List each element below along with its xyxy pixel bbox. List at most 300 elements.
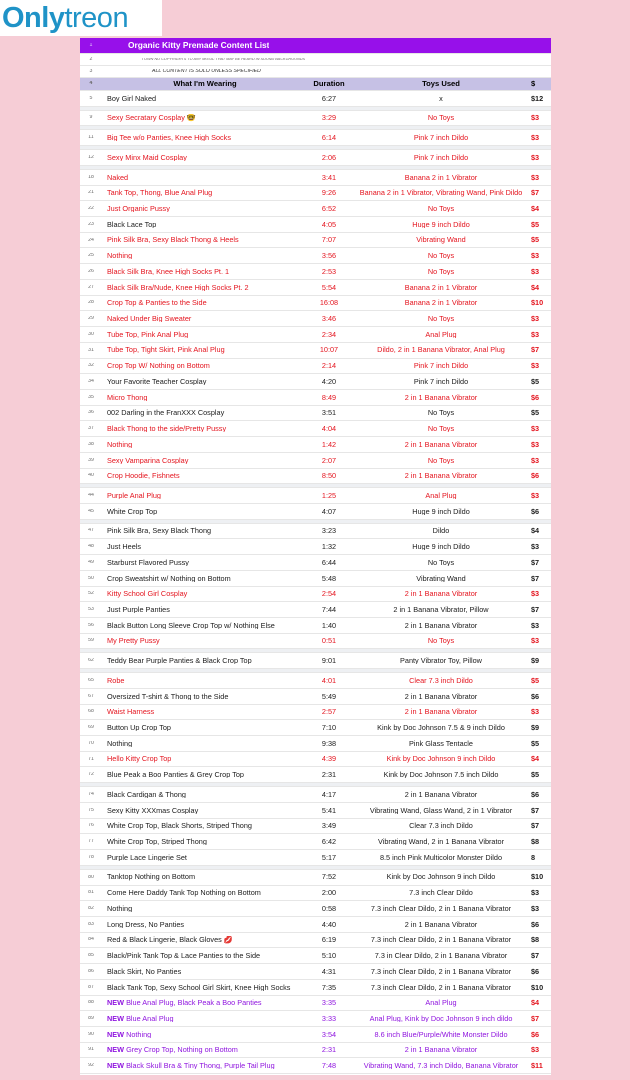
row-number: 87 <box>88 984 94 990</box>
price-cell: $6 <box>531 790 540 799</box>
price-cell: $4 <box>531 283 540 291</box>
row-number: 52 <box>88 591 94 597</box>
wearing-cell: My Pretty Pussy <box>107 637 160 645</box>
row-number: 31 <box>88 347 94 353</box>
price-cell: $3 <box>531 621 540 629</box>
wearing-cell: Just Heels <box>107 543 142 551</box>
price-cell: $3 <box>531 708 540 716</box>
row-number: 12 <box>88 154 94 160</box>
table-row <box>80 524 551 540</box>
duration-cell: 0:51 <box>321 637 337 645</box>
wearing-cell: Red & Black Lingerie, Black Gloves 💋 <box>107 936 233 944</box>
duration-cell: 2:14 <box>321 362 337 370</box>
row-number: 53 <box>88 607 94 613</box>
wearing-cell: Sexy Minx Maid Cosplay <box>107 153 187 162</box>
toys-cell: 2 in 1 Banana Vibrator <box>404 920 478 928</box>
toys-cell: Vibrating Wand <box>416 236 466 244</box>
header-price: $ <box>531 80 536 88</box>
toys-cell: 2 in 1 Banana Vibrator <box>404 692 478 700</box>
wearing-cell: Tube Top, Tight Skirt, Pink Anal Plug <box>107 346 225 354</box>
toys-cell: 7.3 inch Clear Dildo, 2 in 1 Banana Vibrator <box>370 983 512 991</box>
row-number: 40 <box>88 473 94 479</box>
table-row <box>80 752 551 768</box>
duration-cell: 9:01 <box>321 657 337 665</box>
solo-note-row <box>80 66 551 78</box>
table-row <box>80 488 551 504</box>
wearing-text: Grey Crop Top, Nothing on Bottom <box>126 1046 238 1054</box>
wearing-cell: Teddy Bear Purple Panties & Black Crop Top <box>107 657 252 665</box>
toys-cell: Pink 7 inch Dildo <box>413 377 469 386</box>
price-cell: $3 <box>531 425 540 433</box>
row-number: 11 <box>88 135 94 141</box>
toys-cell: 7.3 inch Clear Dildo, 2 in 1 Banana Vibrator <box>370 936 512 944</box>
row-number: 80 <box>88 874 94 880</box>
row-number: 2 <box>89 56 93 62</box>
row-number: 91 <box>88 1047 94 1053</box>
duration-cell: 5:41 <box>321 806 337 814</box>
row-number: 29 <box>88 316 94 322</box>
table-row <box>80 618 551 634</box>
price-cell: $5 <box>531 739 540 748</box>
header-duration: Duration <box>313 80 345 88</box>
table-row <box>80 1058 551 1074</box>
wearing-cell: Oversized T-shirt & Thong to the Side <box>107 692 229 700</box>
wearing-cell: Just Purple Panties <box>107 605 170 614</box>
header-toys: Toys Used <box>422 80 460 88</box>
toys-cell: 2 in 1 Banana Vibrator, Pillow <box>393 605 489 614</box>
table-row <box>80 634 551 650</box>
toys-cell: Dildo, 2 in 1 Banana Vibrator, Anal Plug <box>377 346 505 354</box>
toys-cell: Anal Plug <box>425 491 457 500</box>
toys-cell: 8.6 inch Blue/Purple/White Monster Dildo <box>374 1030 508 1038</box>
price-cell: $3 <box>531 543 540 551</box>
table-row <box>80 437 551 453</box>
toys-cell: Panty Vibrator Toy, Pillow <box>400 657 482 665</box>
table-row <box>80 150 551 166</box>
table-row <box>80 705 551 721</box>
wearing-cell: Crop Sweatshirt w/ Nothing on Bottom <box>107 574 231 582</box>
duration-cell: 6:52 <box>321 205 337 213</box>
price-cell: $5 <box>531 220 540 229</box>
price-cell: $6 <box>531 393 540 401</box>
wearing-cell: Purple Lace Lingerie Set <box>107 853 187 862</box>
duration-cell: 3:54 <box>321 1030 337 1038</box>
price-cell: $6 <box>531 507 540 515</box>
table-row <box>80 673 551 689</box>
price-cell: $7 <box>531 346 540 354</box>
price-cell: $3 <box>531 134 540 142</box>
table-row <box>80 374 551 390</box>
table-row <box>80 111 551 127</box>
row-number: 49 <box>88 559 94 565</box>
toys-cell: 7.3 inch Clear Dildo, 2 in 1 Banana Vibrator <box>370 967 512 976</box>
toys-cell: Clear 7.3 inch Dildo <box>409 676 473 685</box>
table-row <box>80 311 551 327</box>
price-cell: $5 <box>531 236 540 244</box>
toys-cell: No Toys <box>427 205 455 213</box>
duration-cell: 4:01 <box>321 676 337 685</box>
price-cell: $5 <box>531 377 540 386</box>
new-badge: NEW <box>107 999 125 1007</box>
wearing-cell: Black Silk Bra/Nude, Knee High Socks Pt. 2 <box>107 283 249 291</box>
price-cell: $3 <box>531 252 540 260</box>
duration-cell: 7:52 <box>321 873 337 881</box>
table-row <box>80 233 551 249</box>
wearing-cell: Purple Anal Plug <box>107 491 161 500</box>
table-row <box>80 602 551 618</box>
wearing-text: Black Skull Bra & Tiny Thong, Purple Tail Plug <box>126 1062 275 1070</box>
row-number: 74 <box>88 791 94 797</box>
wearing-cell: Crop Top & Panties to the Side <box>107 299 207 307</box>
table-row <box>80 343 551 359</box>
wearing-cell: Naked <box>107 173 129 181</box>
row-number: 30 <box>88 331 94 337</box>
toys-cell: Anal Plug <box>425 999 457 1007</box>
toys-cell: Kink by Doc Johnson 9 inch Dildo <box>386 755 496 763</box>
toys-cell: 7.3 in Clear Dildo, 2 in 1 Banana Vibrator <box>374 952 508 960</box>
toys-cell: No Toys <box>427 425 455 433</box>
table-row <box>80 1027 551 1043</box>
table-row <box>80 819 551 835</box>
duration-cell: 6:42 <box>321 838 337 846</box>
watermark-part-2: treon <box>64 2 129 34</box>
price-cell: $6 <box>531 1030 540 1038</box>
column-header-row <box>80 78 551 91</box>
wearing-cell: Boy Girl Naked <box>107 94 157 102</box>
duration-cell: 7:44 <box>321 605 337 614</box>
table-row <box>80 948 551 964</box>
price-cell: $9 <box>531 657 540 665</box>
table-row <box>80 886 551 902</box>
table-row <box>80 280 551 296</box>
row-number: 72 <box>88 772 94 778</box>
toys-cell: Dildo <box>432 527 450 535</box>
table-row <box>80 964 551 980</box>
table-row <box>80 689 551 705</box>
toys-cell: Vibrating Wand, 2 in 1 Banana Vibrator <box>377 838 505 846</box>
duration-cell: 5:54 <box>321 283 337 291</box>
row-number: 78 <box>88 854 94 860</box>
price-cell: $6 <box>531 920 540 928</box>
price-cell: $3 <box>531 1046 540 1054</box>
table-row <box>80 469 551 485</box>
price-cell: $6 <box>531 967 540 976</box>
sheet-title: Organic Kitty Premade Content List <box>128 41 270 50</box>
row-number: 21 <box>88 190 94 196</box>
duration-cell: 3:56 <box>321 252 337 260</box>
sheet-title-row <box>80 38 551 54</box>
price-cell: $6 <box>531 692 540 700</box>
table-row <box>80 421 551 437</box>
price-cell: $3 <box>531 315 540 323</box>
duration-cell: 10:07 <box>319 346 339 354</box>
duration-cell: 3:41 <box>321 173 337 181</box>
toys-cell: No Toys <box>427 315 455 323</box>
row-number: 27 <box>88 284 94 290</box>
table-row <box>80 248 551 264</box>
price-cell: $7 <box>531 952 540 960</box>
new-badge: NEW <box>107 1030 125 1038</box>
copyright-note: I OWN NO COPYRIGHTS TO ANY MUSIC THAT MAY BE HEARD IN SOUND BACKGROUNDS <box>142 57 306 61</box>
row-number: 84 <box>88 937 94 943</box>
duration-cell: 2:54 <box>321 590 337 598</box>
row-number: 4 <box>89 81 93 87</box>
wearing-cell: Black Button Long Sleeve Crop Top w/ Nothing Else <box>107 621 275 629</box>
wearing-cell <box>102 1046 303 1053</box>
duration-cell: 3:35 <box>321 999 337 1007</box>
toys-cell: 2 in 1 Banana Vibrator <box>404 472 478 480</box>
wearing-cell: Nothing <box>107 252 133 260</box>
table-row <box>80 736 551 752</box>
toys-cell: Huge 9 inch Dildo <box>412 220 470 229</box>
row-number: 23 <box>88 221 94 227</box>
toys-cell: Pink Glass Tentacle <box>409 739 473 748</box>
table-row <box>80 264 551 280</box>
row-number: 18 <box>88 174 94 180</box>
price-cell: $7 <box>531 558 540 567</box>
toys-cell: No Toys <box>427 409 455 417</box>
price-cell: $4 <box>531 205 540 213</box>
wearing-cell: Sexy Secratary Cosplay 🤓 <box>107 114 196 122</box>
price-cell: $9 <box>531 724 540 732</box>
header-wearing: What I'm Wearing <box>173 80 237 88</box>
wearing-cell: White Crop Top, Striped Thong <box>107 838 207 846</box>
toys-cell: Banana 2 in 1 Vibrator <box>404 283 478 291</box>
table-row <box>80 571 551 587</box>
row-number: 35 <box>88 394 94 400</box>
table-row <box>80 870 551 886</box>
wearing-cell: Black Cardigan & Thong <box>107 790 186 799</box>
duration-cell: 3:23 <box>321 527 337 535</box>
price-cell: $4 <box>531 755 540 763</box>
duration-cell: 3:49 <box>321 822 337 830</box>
wearing-cell: Big Tee w/o Panties, Knee High Socks <box>107 134 231 142</box>
row-number: 48 <box>88 544 94 550</box>
toys-cell: 7.3 inch Clear Dildo, 2 in 1 Banana Vibrator <box>370 904 512 913</box>
duration-cell: 3:33 <box>321 1014 337 1023</box>
wearing-cell <box>102 1062 303 1069</box>
duration-cell: 4:39 <box>321 755 337 763</box>
new-badge: NEW <box>107 1014 125 1023</box>
row-number: 3 <box>89 68 93 74</box>
table-row <box>80 933 551 949</box>
price-cell: $5 <box>531 771 540 779</box>
table-row <box>80 996 551 1012</box>
row-number: 5 <box>89 95 93 101</box>
row-number: 59 <box>88 638 94 644</box>
row-number: 1 <box>89 42 93 48</box>
table-row <box>80 720 551 736</box>
wearing-cell: Black/Pink Tank Top & Lace Panties to the Side <box>107 952 261 960</box>
wearing-cell: White Crop Top <box>107 507 158 515</box>
toys-cell: Huge 9 inch Dildo <box>412 543 470 551</box>
price-cell: $12 <box>531 94 544 102</box>
row-number: 9 <box>89 115 93 121</box>
row-number: 47 <box>88 528 94 534</box>
watermark-logo <box>0 0 162 36</box>
row-number: 85 <box>88 953 94 959</box>
row-number: 89 <box>88 1016 94 1021</box>
price-cell: $3 <box>531 590 540 598</box>
wearing-cell: White Crop Top, Black Shorts, Striped Thong <box>107 822 252 830</box>
duration-cell: 5:49 <box>321 692 337 700</box>
duration-cell: 4:31 <box>321 967 337 976</box>
wearing-cell: Black Lace Top <box>107 220 157 229</box>
table-body <box>80 91 551 1074</box>
price-cell: $3 <box>531 491 540 500</box>
wearing-cell: Pink Silk Bra, Sexy Black Thong <box>107 527 212 535</box>
wearing-cell: Your Favorite Teacher Cosplay <box>107 377 207 386</box>
row-number: 22 <box>88 206 94 212</box>
toys-cell: Banana 2 in 1 Vibrator <box>404 299 478 307</box>
wearing-cell: Black Tank Top, Sexy School Girl Skirt, Knee High Socks <box>107 983 291 991</box>
table-row <box>80 850 551 866</box>
duration-cell: 7:35 <box>321 983 337 991</box>
table-row <box>80 186 551 202</box>
row-number: 32 <box>88 363 94 369</box>
price-cell: $7 <box>531 806 540 814</box>
toys-cell: No Toys <box>427 114 455 122</box>
toys-cell: Kink by Doc Johnson 7.5 & 9 inch Dildo <box>377 724 505 732</box>
toys-cell: 2 in 1 Banana Vibrator <box>404 708 478 716</box>
wearing-cell <box>102 1031 303 1038</box>
wearing-cell: Black Silk Bra, Knee High Socks Pt. 1 <box>107 267 230 276</box>
toys-cell: 2 in 1 Banana Vibrator <box>404 590 478 598</box>
toys-cell: Huge 9 inch Dildo <box>412 507 470 515</box>
wearing-cell: Sexy Vamparina Cosplay <box>107 456 189 464</box>
table-row <box>80 767 551 783</box>
price-cell: $3 <box>531 904 540 913</box>
table-row <box>80 170 551 186</box>
toys-cell: 2 in 1 Banana Vibrator <box>404 1046 478 1054</box>
row-number: 38 <box>88 441 94 447</box>
toys-cell: 8.5 inch Pink Multicolor Monster Dildo <box>379 853 503 862</box>
duration-cell: 2:07 <box>321 456 337 464</box>
table-row <box>80 327 551 343</box>
row-number: 56 <box>88 622 94 628</box>
row-number: 37 <box>88 426 94 432</box>
toys-cell: 2 in 1 Banana Vibrator <box>404 790 478 799</box>
duration-cell: 3:46 <box>321 315 337 323</box>
row-number: 81 <box>88 890 94 896</box>
wearing-cell: Waist Harness <box>107 708 155 716</box>
duration-cell: 9:26 <box>321 189 337 197</box>
table-row <box>80 1043 551 1059</box>
row-number: 36 <box>88 410 94 416</box>
wearing-cell <box>102 1015 303 1022</box>
price-cell: $3 <box>531 153 540 162</box>
toys-cell: 2 in 1 Banana Vibrator <box>404 440 478 449</box>
table-row <box>80 359 551 375</box>
row-number: 68 <box>88 709 94 715</box>
table-row <box>80 834 551 850</box>
content-list-sheet <box>80 38 551 1075</box>
table-row <box>80 406 551 422</box>
table-row <box>80 980 551 996</box>
toys-cell: No Toys <box>427 252 455 260</box>
duration-cell: 6:44 <box>321 558 337 567</box>
duration-cell: 7:48 <box>321 1062 337 1070</box>
toys-cell: Vibrating Wand <box>416 574 466 582</box>
duration-cell: 1:32 <box>321 543 337 551</box>
duration-cell: 5:48 <box>321 574 337 582</box>
price-cell: $7 <box>531 605 540 614</box>
row-number: 76 <box>88 823 94 829</box>
table-row <box>80 917 551 933</box>
wearing-cell: Nothing <box>107 739 133 748</box>
toys-cell: No Toys <box>427 637 455 645</box>
duration-cell: 2:06 <box>321 153 337 162</box>
wearing-cell: Sexy Kitty XXXmas Cosplay <box>107 806 199 814</box>
duration-cell: 4:07 <box>321 507 337 515</box>
price-cell: $3 <box>531 889 540 897</box>
price-cell: $3 <box>531 456 540 464</box>
price-cell: $4 <box>531 527 540 535</box>
wearing-cell: Button Up Crop Top <box>107 724 171 732</box>
duration-cell: 6:19 <box>321 936 337 944</box>
price-cell: $8 <box>531 838 540 846</box>
duration-cell: 8:50 <box>321 472 337 480</box>
wearing-text: Nothing <box>126 1030 152 1038</box>
wearing-cell: Black Skirt, No Panties <box>107 967 182 976</box>
wearing-cell: Micro Thong <box>107 393 148 401</box>
table-row <box>80 653 551 669</box>
row-number: 28 <box>88 300 94 306</box>
wearing-cell: Robe <box>107 676 125 685</box>
toys-cell: No Toys <box>427 267 455 276</box>
wearing-cell: Nothing <box>107 440 133 449</box>
duration-cell: 4:17 <box>321 790 337 799</box>
toys-cell: Pink 7 inch Dildo <box>413 134 469 142</box>
wearing-cell: Just Organic Pussy <box>107 205 170 213</box>
table-row <box>80 539 551 555</box>
price-cell: $3 <box>531 637 540 645</box>
wearing-cell: Hello Kitty Crop Top <box>107 755 172 763</box>
price-cell: $3 <box>531 173 540 181</box>
wearing-cell: Long Dress, No Panties <box>107 920 185 928</box>
toys-cell: Pink 7 inch Dildo <box>413 153 469 162</box>
row-number: 44 <box>88 493 94 498</box>
price-cell: $5 <box>531 676 540 685</box>
duration-cell: 3:51 <box>321 409 337 417</box>
row-number: 26 <box>88 268 94 274</box>
table-row <box>80 901 551 917</box>
price-cell: 8 <box>531 853 536 862</box>
wearing-cell: Starburst Flavored Pussy <box>107 558 189 567</box>
new-badge: NEW <box>107 1046 125 1054</box>
table-row <box>80 787 551 803</box>
duration-cell: 1:42 <box>321 440 337 449</box>
toys-cell: Vibrating Wand, 7.3 inch Dildo, Banana Vibrator <box>363 1062 519 1070</box>
price-cell: $3 <box>531 330 540 339</box>
wearing-cell: Nothing <box>107 904 133 913</box>
duration-cell: 9:38 <box>321 739 337 748</box>
price-cell: $3 <box>531 114 540 122</box>
price-cell: $3 <box>531 267 540 276</box>
row-number: 86 <box>88 968 94 974</box>
toys-cell: Kink by Doc Johnson 9 inch Dildo <box>386 873 496 881</box>
wearing-cell: Tank Top, Thong, Blue Anal Plug <box>107 189 213 197</box>
duration-cell: 4:40 <box>321 920 337 928</box>
table-row <box>80 201 551 217</box>
duration-cell: 1:40 <box>321 621 337 629</box>
row-number: 34 <box>88 378 94 384</box>
row-number: 70 <box>88 740 94 746</box>
toys-cell: 7.3 inch Clear Dildo <box>409 889 473 897</box>
row-number: 71 <box>88 756 94 762</box>
wearing-text: Blue Anal Plug, Black Peak a Boo Panties <box>126 999 262 1007</box>
price-cell: $3 <box>531 362 540 370</box>
